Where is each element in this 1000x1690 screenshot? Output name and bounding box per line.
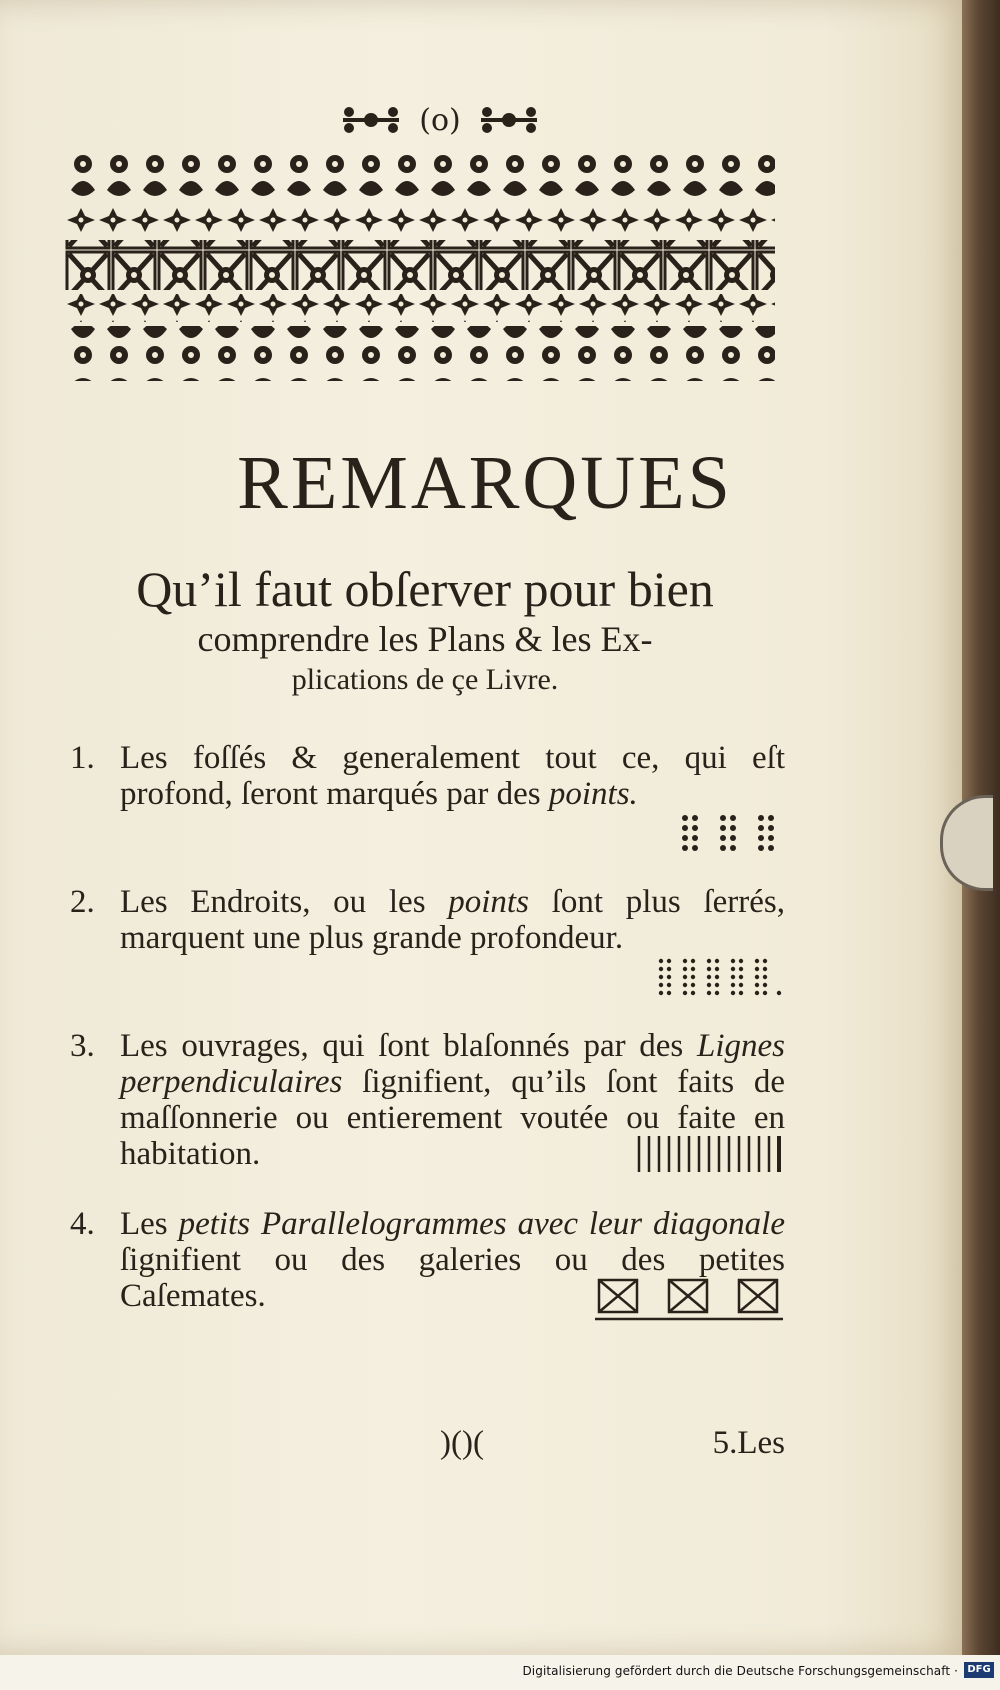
remark-number: 4. (70, 1206, 95, 1242)
ornamental-headpiece (65, 150, 775, 395)
dense-dots-icon (655, 956, 785, 996)
remark-text-after: ſont plus ſerrés, marquent une plus grande profondeur. (120, 884, 785, 956)
subtitle-line-2: comprendre les Plans & les Ex- (197, 619, 653, 659)
dfg-logo: DFG (964, 1662, 994, 1678)
page-header (300, 95, 580, 145)
remark-italic: points (448, 884, 529, 920)
bleed-through (830, 290, 950, 1190)
page-number: (o) (419, 102, 461, 138)
remark-italic: points. (548, 776, 638, 812)
remark-item (70, 1028, 785, 1180)
remark-italic: Lignes perpendiculaires (120, 1028, 785, 1100)
remark-italic: petits Parallelogrammes avec leur diagonale (178, 1206, 785, 1242)
vertical-lines-icon (635, 1134, 785, 1174)
page-title: REMARQUES (237, 441, 733, 525)
subtitle-line-3: plications de çe Livre. (291, 663, 559, 696)
dense-dots-symbol (120, 956, 785, 1002)
remark-text-after: ſignifient, qu’ils ſont faits de maſſonnerie ou entierement voutée ou faite en habitation. (120, 1064, 785, 1172)
signature-mark: )()( (440, 1425, 484, 1461)
boxed-diagonals-icon (595, 1276, 785, 1322)
subtitle (60, 560, 790, 700)
dots-symbol (120, 812, 785, 858)
remark-item (70, 740, 785, 858)
remarks-list (70, 740, 785, 1348)
page-footer-line (70, 1425, 785, 1475)
header-ornament-left (339, 100, 403, 140)
header-ornament-right (477, 100, 541, 140)
catchword: 5.Les (712, 1425, 785, 1461)
remark-number: 3. (70, 1028, 95, 1064)
digitization-credit: Digitalisierung gefördert durch die Deutsche Forschungsgemeinschaft · (522, 1664, 958, 1678)
remark-text: Les (120, 1206, 179, 1242)
remark-item (70, 884, 785, 1002)
subtitle-line-1: Qu’il faut obſerver pour bien (136, 561, 714, 617)
remark-number: 1. (70, 740, 95, 776)
remark-text-after: ſignifient ou des galeries ou des petites Caſemates. (120, 1242, 785, 1314)
remark-number: 2. (70, 884, 95, 920)
remark-text: Les Endroits, ou les (120, 884, 449, 920)
remark-text: Les ouvrages, qui ſont blaſonnés par des (120, 1028, 697, 1064)
remark-text: Les foſſés & generalement tout ce, qui eſt profond, ſeront marqués par des (120, 740, 785, 812)
dots-icon (675, 812, 785, 856)
remark-item (70, 1206, 785, 1322)
